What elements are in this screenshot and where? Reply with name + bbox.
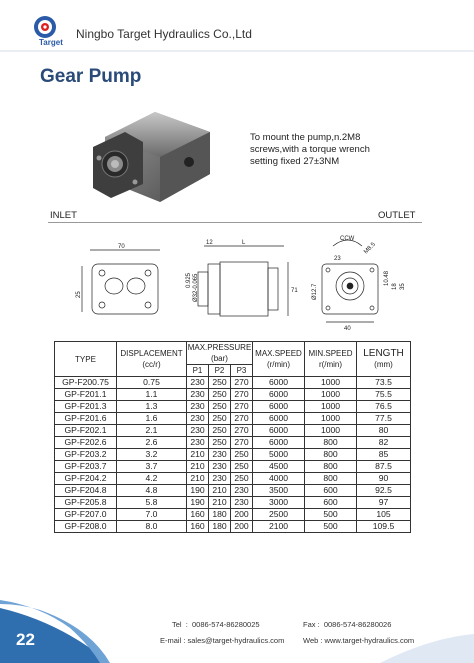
table-cell: 800 [305,461,357,473]
col-type: TYPE [55,342,117,377]
mounting-note-line: setting fixed 27±3NM [250,156,340,167]
table-cell: 250 [231,461,253,473]
table-cell: 80 [357,425,411,437]
inlet-label: INLET [50,210,77,221]
table-cell: GP-F202.6 [55,437,117,449]
technical-drawing [48,226,422,336]
table-cell: GP-F201.3 [55,401,117,413]
dim-35: 35 [400,283,406,290]
table-cell: 92.5 [357,485,411,497]
table-cell: GP-F201.1 [55,389,117,401]
table-cell: 77.5 [357,413,411,425]
dim-32: Ø32-0.065 [193,273,199,302]
table-cell: 500 [305,509,357,521]
table-cell: 3.2 [117,449,187,461]
table-cell: 3500 [253,485,305,497]
table-cell: 230 [187,401,209,413]
col-max-pressure-label: MAX.PRESSURE [187,343,252,352]
table-cell: 75.5 [357,389,411,401]
footer-fax: Fax : 0086-574-86280026 [303,620,392,629]
col-p2: P2 [209,365,231,377]
table-cell: 4000 [253,473,305,485]
table-cell: 7.0 [117,509,187,521]
table-row [55,425,411,437]
spec-table [54,341,411,533]
table-cell: 73.5 [357,377,411,389]
table-cell: 1000 [305,389,357,401]
col-min-speed-unit: r(/min) [318,360,343,369]
table-cell: 105 [357,509,411,521]
table-cell: 5.8 [117,497,187,509]
table-cell: 270 [231,413,253,425]
table-cell: 3.7 [117,461,187,473]
col-p3: P3 [231,365,253,377]
dim-M85: M8.5 [363,241,377,256]
table-row [55,449,411,461]
table-cell: 800 [305,449,357,461]
table-cell: 1000 [305,377,357,389]
footer-web: Web : www.target-hydraulics.com [303,636,415,645]
table-cell: 180 [209,509,231,521]
table-cell: 230 [231,497,253,509]
footer-band [0,598,474,663]
table-cell: 90 [357,473,411,485]
table-cell: 6000 [253,413,305,425]
table-cell: 2.1 [117,425,187,437]
table-cell: 1.3 [117,401,187,413]
col-length-unit: (mm) [374,360,393,369]
table-cell: 250 [231,449,253,461]
page-header [0,0,474,52]
table-cell: 270 [231,377,253,389]
table-cell: 270 [231,389,253,401]
table-cell: 0.75 [117,377,187,389]
dim-70: 70 [118,244,125,250]
table-cell: GP-F205.8 [55,497,117,509]
company-name: Ningbo Target Hydraulics Co.,Ltd [76,27,252,41]
col-length-label: LENGTH [363,348,404,359]
table-cell: 230 [209,473,231,485]
table-cell: 3000 [253,497,305,509]
table-cell: 270 [231,425,253,437]
table-cell: 250 [209,401,231,413]
side-view [186,240,298,316]
table-cell: 1000 [305,413,357,425]
page-number: 22 [16,630,35,649]
table-cell: GP-F201.6 [55,413,117,425]
dim-1048: 10.48 [384,270,390,286]
col-max-speed [253,342,305,377]
table-cell: GP-F204.8 [55,485,117,497]
outlet-label: OUTLET [378,210,416,221]
table-cell: 210 [187,461,209,473]
table-cell: 4500 [253,461,305,473]
logo-text: Target [39,38,63,47]
col-max-pressure [187,342,253,365]
table-row [55,377,411,389]
dim-23: 23 [334,256,341,262]
table-row [55,473,411,485]
table-cell: 4.2 [117,473,187,485]
table-cell: 82 [357,437,411,449]
table-row [55,497,411,509]
table-cell: 1.1 [117,389,187,401]
table-cell: 2.6 [117,437,187,449]
col-pressure-unit: (bar) [211,354,228,363]
table-cell: 6000 [253,425,305,437]
table-cell: 230 [209,461,231,473]
table-cell: GP-F204.2 [55,473,117,485]
inlet-view [76,244,160,314]
table-row [55,521,411,533]
table-cell: 210 [209,497,231,509]
dim-L: L [242,240,246,246]
table-cell: 250 [209,377,231,389]
table-cell: 200 [231,509,253,521]
mounting-note-line: screws,with a torque wrench [250,144,370,155]
col-displacement [117,342,187,377]
table-cell: 1.6 [117,413,187,425]
table-cell: 270 [231,437,253,449]
table-cell: 800 [305,437,357,449]
table-cell: 200 [231,521,253,533]
table-cell: 250 [209,413,231,425]
spec-table-body [55,377,411,533]
table-cell: 230 [209,449,231,461]
company-logo [30,14,68,48]
outlet-view [312,236,406,332]
table-cell: 250 [209,425,231,437]
table-cell: 270 [231,401,253,413]
table-cell: 1000 [305,401,357,413]
table-cell: GP-F203.7 [55,461,117,473]
dim-127: Ø12.7 [312,283,318,300]
table-cell: 210 [187,449,209,461]
table-row [55,485,411,497]
table-cell: 230 [187,425,209,437]
table-cell: 190 [187,497,209,509]
table-cell: 250 [209,389,231,401]
table-row [55,401,411,413]
table-cell: 6000 [253,437,305,449]
table-cell: 230 [187,377,209,389]
table-cell: 250 [209,437,231,449]
col-min-speed-label: MIN.SPEED [308,349,353,358]
col-min-speed [305,342,357,377]
table-cell: 500 [305,521,357,533]
table-cell: 76.5 [357,401,411,413]
dim-40: 40 [344,326,351,332]
footer-email: E-mail : sales@target-hydraulics.com [160,636,285,645]
col-displacement-unit: (cc/r) [142,360,161,369]
label-ccw: CCW [340,236,355,242]
table-cell: GP-F200.75 [55,377,117,389]
table-cell: 160 [187,509,209,521]
table-cell: 2100 [253,521,305,533]
table-cell: 6000 [253,401,305,413]
table-cell: 85 [357,449,411,461]
table-cell: GP-F207.0 [55,509,117,521]
header-divider [0,50,474,52]
table-cell: 97 [357,497,411,509]
drawing-divider [48,222,422,224]
table-cell: 250 [231,473,253,485]
table-cell: 600 [305,485,357,497]
col-max-speed-unit: (r/min) [266,360,291,369]
table-cell: 1000 [305,425,357,437]
table-cell: 600 [305,497,357,509]
table-cell: 180 [209,521,231,533]
col-length [357,342,411,377]
dim-12: 12 [206,240,213,246]
table-cell: 2500 [253,509,305,521]
col-p1: P1 [187,365,209,377]
table-cell: GP-F203.2 [55,449,117,461]
dim-25: 25 [76,291,82,298]
dim-71: 71 [291,288,298,294]
table-row [55,389,411,401]
table-cell: 210 [209,485,231,497]
table-row [55,509,411,521]
gear-pump-photo [85,102,219,206]
table-cell: 160 [187,521,209,533]
table-cell: 5000 [253,449,305,461]
table-cell: 6000 [253,377,305,389]
table-cell: 6000 [253,389,305,401]
dim-0925: 0.925 [186,272,192,288]
mounting-note [250,132,370,168]
page-title: Gear Pump [40,66,142,87]
table-row [55,461,411,473]
table-cell: 230 [231,485,253,497]
footer-tel: Tel : 0086-574-86280025 [172,620,260,629]
table-cell: 87.5 [357,461,411,473]
table-row [55,437,411,449]
col-displacement-label: DISPLACEMENT [120,349,183,358]
table-cell: GP-F208.0 [55,521,117,533]
table-cell: 210 [187,473,209,485]
col-max-speed-label: MAX.SPEED [255,349,302,358]
table-cell: 230 [187,389,209,401]
table-cell: 109.5 [357,521,411,533]
table-cell: 8.0 [117,521,187,533]
table-cell: 190 [187,485,209,497]
mounting-note-line: To mount the pump,n.2M8 [250,132,361,143]
table-cell: GP-F202.1 [55,425,117,437]
table-cell: 230 [187,437,209,449]
table-cell: 800 [305,473,357,485]
table-row [55,413,411,425]
dim-18: 18 [392,283,398,290]
table-cell: 4.8 [117,485,187,497]
table-cell: 230 [187,413,209,425]
